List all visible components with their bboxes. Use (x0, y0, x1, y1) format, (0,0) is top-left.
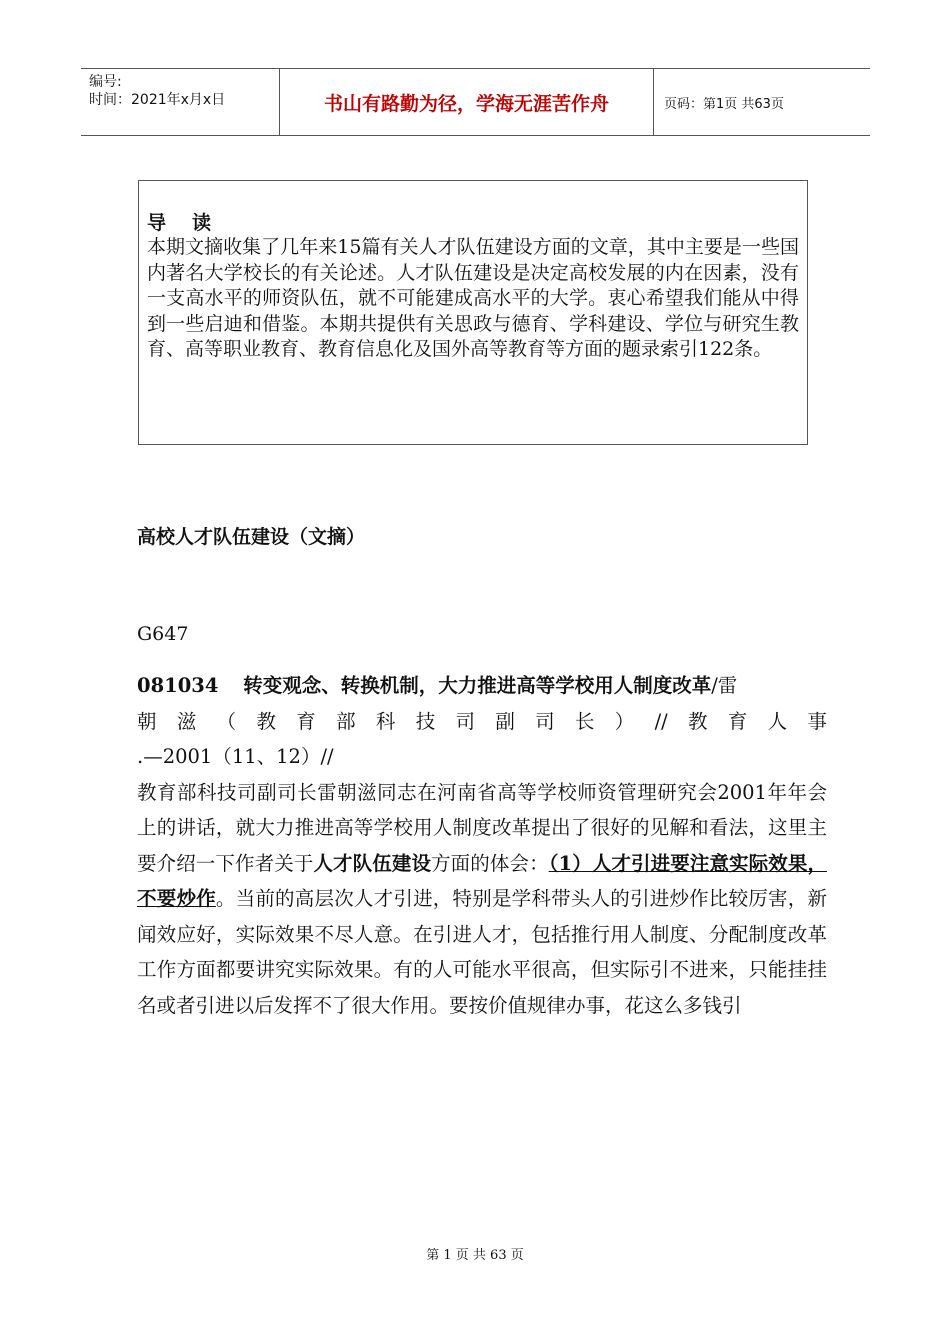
header-meta (81, 69, 279, 135)
author-line-char: 育 (727, 709, 748, 733)
summary-intro: 教育部科技司副司长雷朝滋同志在河南省高等学校师资管理研究会2001年年会上的讲话，就大力推进高等学校用人制度改革提出了很好的见解和看法，这里主要介绍一下作者关于 (137, 780, 827, 875)
author-line-char: 部 (336, 709, 356, 733)
author-line-char: （ (216, 709, 237, 733)
entry-number: 081034 (137, 674, 219, 697)
author-line-char: 副 (495, 709, 515, 733)
entry-source: .—2001（11、12）// (137, 745, 334, 768)
author-line-char: 长 (574, 709, 595, 733)
page-header (81, 68, 870, 136)
author-line-char: ） (614, 709, 635, 733)
author-line-char: 教 (256, 709, 276, 733)
entry-summary (137, 775, 827, 1024)
entry-heading (137, 668, 827, 704)
entry-author-start: /雷 (711, 674, 738, 697)
entry-author-line (137, 704, 827, 740)
classification-code: G647 (137, 623, 189, 645)
author-line-char: 教 (688, 709, 708, 733)
entry-title: 转变观念、转换机制，大力推进高等学校用人制度改革 (243, 674, 712, 697)
summary-key: 人才队伍建设 (313, 851, 432, 875)
author-line-char: 司 (455, 709, 476, 733)
header-motto: 书山有路勤为径，学海无涯苦作舟 (279, 69, 654, 135)
point-1-heading: （1）人才引进要注意实际效果，不要炒作 (137, 851, 827, 910)
guide-box (138, 180, 808, 445)
summary-tail: 方面的体会： (431, 851, 549, 875)
point-1-text: 。当前的高层次人才引进，特别是学科带头人的引进炒作比较厉害，新闻效应好，实际效果不尽人意。在引进人才，包括推行用人制度、分配制度改革工作方面都要讲究实际效果。有的人可能水平很高，但实际引不进来，只能挂挂名或者引进以后发挥不了很大作用。要按价值规律办事，花这么多钱引 (137, 887, 827, 1017)
header-page-info: 页码：第1页 共63页 (664, 96, 784, 112)
author-line-char: 育 (296, 709, 316, 733)
time-label: 时间：2021年x月x日 (89, 92, 226, 108)
guide-body: 本期文摘收集了几年来15篇有关人才队伍建设方面的文章，其中主要是一些国内著名大学校长的有关论述。人才队伍建设是决定高校发展的内在因素，没有一支高水平的师资队伍，就不可能建成高水平的大学。衷心希望我们能从中得到一些启迪和借鉴。本期共提供有关思政与德育、学科建设、学位与研究生教育、高等职业教育、教育信息化及国外高等教育等方面的题录索引122条。 (147, 236, 799, 360)
author-line-char: // (654, 709, 668, 733)
author-line-char: 朝 (137, 709, 157, 733)
section-title: 高校人才队伍建设（文摘） (137, 526, 366, 548)
author-line-char: 事 (807, 709, 827, 733)
author-line-char: 滋 (176, 709, 197, 733)
author-line-char: 人 (767, 709, 788, 733)
entry-content (137, 668, 827, 1023)
author-line-char: 技 (415, 709, 436, 733)
number-label: 编号: (89, 74, 122, 90)
author-line-char: 司 (535, 709, 555, 733)
author-line-char: 科 (375, 709, 396, 733)
page-footer: 第 1 页 共 63 页 (426, 1248, 524, 1263)
guide-title: 导读 (147, 212, 238, 234)
